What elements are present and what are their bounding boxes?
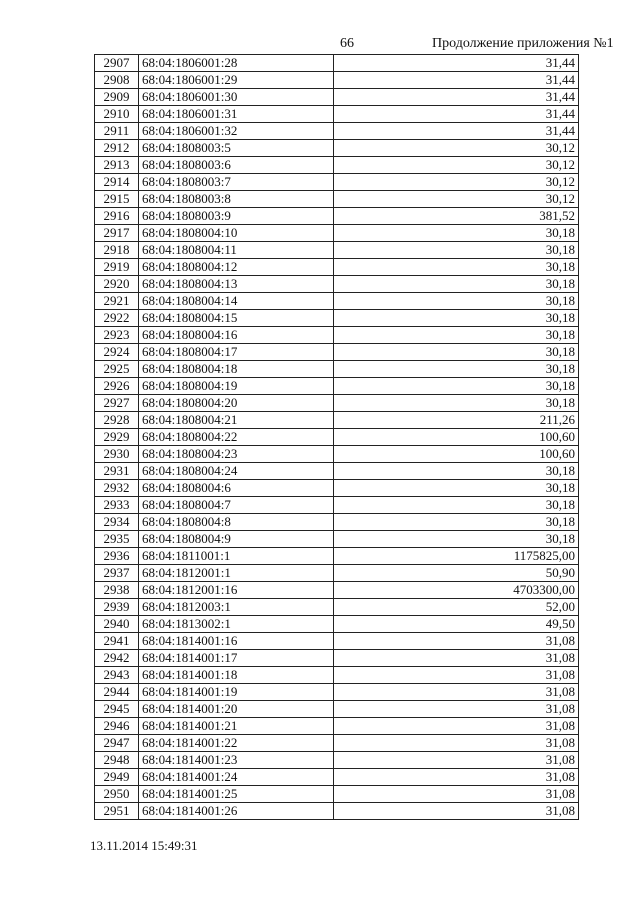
table-row [95,208,579,225]
row-number-cell: 2910 [95,106,139,123]
table-row [95,344,579,361]
value-cell: 52,00 [334,599,579,616]
cadastral-number-cell: 68:04:1808004:23 [139,446,334,463]
table-row [95,242,579,259]
row-number-cell: 2915 [95,191,139,208]
cadastral-number-cell: 68:04:1812001:16 [139,582,334,599]
row-number-cell: 2949 [95,769,139,786]
value-cell: 31,08 [334,684,579,701]
cadastral-number-cell: 68:04:1814001:16 [139,633,334,650]
cadastral-number-cell: 68:04:1806001:30 [139,89,334,106]
appendix-title: Продолжение приложения №1 [432,36,614,51]
value-cell: 31,08 [334,769,579,786]
value-cell: 30,12 [334,174,579,191]
row-number-cell: 2913 [95,157,139,174]
row-number-cell: 2911 [95,123,139,140]
row-number-cell: 2912 [95,140,139,157]
table-row [95,650,579,667]
print-datetime: 13.11.2014 15:49:31 [90,838,198,853]
cadastral-number-cell: 68:04:1808004:14 [139,293,334,310]
cadastral-number-cell: 68:04:1808004:19 [139,378,334,395]
cadastral-number-cell: 68:04:1808004:9 [139,531,334,548]
value-cell: 30,18 [334,497,579,514]
value-cell: 30,18 [334,463,579,480]
cadastral-number-cell: 68:04:1814001:26 [139,803,334,820]
cadastral-number-cell: 68:04:1814001:18 [139,667,334,684]
table-row [95,123,579,140]
value-cell: 31,08 [334,718,579,735]
cadastral-number-cell: 68:04:1808004:21 [139,412,334,429]
table-row [95,378,579,395]
cadastral-number-cell: 68:04:1806001:31 [139,106,334,123]
table-row [95,140,579,157]
table-row [95,582,579,599]
value-cell: 31,08 [334,752,579,769]
value-cell: 30,18 [334,327,579,344]
table-row [95,684,579,701]
value-cell: 31,08 [334,786,579,803]
row-number-cell: 2938 [95,582,139,599]
cadastral-number-cell: 68:04:1808004:13 [139,276,334,293]
value-cell: 49,50 [334,616,579,633]
row-number-cell: 2934 [95,514,139,531]
table-row [95,769,579,786]
row-number-cell: 2927 [95,395,139,412]
cadastral-number-cell: 68:04:1812001:1 [139,565,334,582]
table-row [95,701,579,718]
table-row [95,463,579,480]
row-number-cell: 2941 [95,633,139,650]
cadastral-number-cell: 68:04:1806001:29 [139,72,334,89]
value-cell: 381,52 [334,208,579,225]
table-row [95,446,579,463]
cadastral-number-cell: 68:04:1808004:15 [139,310,334,327]
cadastral-number-cell: 68:04:1808004:10 [139,225,334,242]
value-cell: 31,44 [334,89,579,106]
row-number-cell: 2937 [95,565,139,582]
cadastral-number-cell: 68:04:1808003:8 [139,191,334,208]
row-number-cell: 2945 [95,701,139,718]
row-number-cell: 2921 [95,293,139,310]
page-number: 66 [340,36,354,51]
row-number-cell: 2946 [95,718,139,735]
cadastral-number-cell: 68:04:1808004:24 [139,463,334,480]
row-number-cell: 2922 [95,310,139,327]
table-row [95,803,579,820]
value-cell: 30,18 [334,310,579,327]
table-row [95,395,579,412]
table-row [95,157,579,174]
table-row [95,72,579,89]
cadastral-number-cell: 68:04:1814001:21 [139,718,334,735]
value-cell: 100,60 [334,446,579,463]
row-number-cell: 2951 [95,803,139,820]
row-number-cell: 2933 [95,497,139,514]
value-cell: 30,18 [334,361,579,378]
value-cell: 31,44 [334,123,579,140]
table-row [95,327,579,344]
value-cell: 4703300,00 [334,582,579,599]
value-cell: 30,18 [334,395,579,412]
value-cell: 30,18 [334,259,579,276]
cadastral-number-cell: 68:04:1814001:20 [139,701,334,718]
value-cell: 31,08 [334,667,579,684]
value-cell: 211,26 [334,412,579,429]
value-cell: 100,60 [334,429,579,446]
value-cell: 31,08 [334,650,579,667]
row-number-cell: 2924 [95,344,139,361]
cadastral-number-cell: 68:04:1808004:20 [139,395,334,412]
row-number-cell: 2918 [95,242,139,259]
cadastral-number-cell: 68:04:1808004:17 [139,344,334,361]
value-cell: 30,12 [334,140,579,157]
table-row [95,293,579,310]
row-number-cell: 2940 [95,616,139,633]
cadastral-number-cell: 68:04:1814001:24 [139,769,334,786]
table-row [95,718,579,735]
cadastral-number-cell: 68:04:1808004:18 [139,361,334,378]
table-row [95,310,579,327]
table-body [95,55,579,820]
row-number-cell: 2916 [95,208,139,225]
row-number-cell: 2925 [95,361,139,378]
value-cell: 31,08 [334,803,579,820]
cadastral-number-cell: 68:04:1808003:5 [139,140,334,157]
table-row [95,633,579,650]
row-number-cell: 2926 [95,378,139,395]
table-row [95,259,579,276]
cadastral-number-cell: 68:04:1808003:7 [139,174,334,191]
table-row [95,55,579,72]
value-cell: 31,44 [334,72,579,89]
table-row [95,786,579,803]
row-number-cell: 2939 [95,599,139,616]
row-number-cell: 2920 [95,276,139,293]
row-number-cell: 2923 [95,327,139,344]
row-number-cell: 2930 [95,446,139,463]
table-row [95,752,579,769]
value-cell: 30,18 [334,344,579,361]
table-row [95,276,579,293]
table-row [95,480,579,497]
table-row [95,735,579,752]
row-number-cell: 2942 [95,650,139,667]
cadastral-number-cell: 68:04:1808004:22 [139,429,334,446]
cadastral-number-cell: 68:04:1814001:22 [139,735,334,752]
row-number-cell: 2919 [95,259,139,276]
row-number-cell: 2931 [95,463,139,480]
row-number-cell: 2917 [95,225,139,242]
cadastral-number-cell: 68:04:1814001:19 [139,684,334,701]
table-row [95,174,579,191]
value-cell: 50,90 [334,565,579,582]
row-number-cell: 2943 [95,667,139,684]
table-row [95,89,579,106]
table-row [95,548,579,565]
row-number-cell: 2907 [95,55,139,72]
table-row [95,412,579,429]
row-number-cell: 2929 [95,429,139,446]
cadastral-number-cell: 68:04:1814001:17 [139,650,334,667]
table-row [95,616,579,633]
table-row [95,191,579,208]
value-cell: 31,08 [334,701,579,718]
table-row [95,514,579,531]
value-cell: 30,18 [334,480,579,497]
cadastral-number-cell: 68:04:1806001:32 [139,123,334,140]
cadastral-number-cell: 68:04:1811001:1 [139,548,334,565]
cadastral-value-table [94,54,579,820]
cadastral-number-cell: 68:04:1808003:6 [139,157,334,174]
row-number-cell: 2909 [95,89,139,106]
row-number-cell: 2947 [95,735,139,752]
value-cell: 31,44 [334,106,579,123]
row-number-cell: 2914 [95,174,139,191]
value-cell: 31,08 [334,633,579,650]
row-number-cell: 2936 [95,548,139,565]
cadastral-number-cell: 68:04:1808004:8 [139,514,334,531]
cadastral-number-cell: 68:04:1808004:16 [139,327,334,344]
row-number-cell: 2935 [95,531,139,548]
row-number-cell: 2928 [95,412,139,429]
value-cell: 30,12 [334,157,579,174]
cadastral-number-cell: 68:04:1814001:25 [139,786,334,803]
cadastral-number-cell: 68:04:1814001:23 [139,752,334,769]
value-cell: 30,18 [334,225,579,242]
cadastral-number-cell: 68:04:1813002:1 [139,616,334,633]
table-row [95,361,579,378]
cadastral-number-cell: 68:04:1806001:28 [139,55,334,72]
value-cell: 30,18 [334,531,579,548]
table-row [95,497,579,514]
cadastral-number-cell: 68:04:1812003:1 [139,599,334,616]
row-number-cell: 2950 [95,786,139,803]
table-row [95,531,579,548]
value-cell: 30,18 [334,242,579,259]
cadastral-number-cell: 68:04:1808004:11 [139,242,334,259]
row-number-cell: 2948 [95,752,139,769]
row-number-cell: 2908 [95,72,139,89]
table-row [95,429,579,446]
table-row [95,565,579,582]
cadastral-number-cell: 68:04:1808003:9 [139,208,334,225]
table-row [95,667,579,684]
value-cell: 30,18 [334,378,579,395]
value-cell: 30,12 [334,191,579,208]
value-cell: 30,18 [334,293,579,310]
cadastral-number-cell: 68:04:1808004:7 [139,497,334,514]
value-cell: 31,44 [334,55,579,72]
cadastral-number-cell: 68:04:1808004:6 [139,480,334,497]
value-cell: 30,18 [334,514,579,531]
row-number-cell: 2944 [95,684,139,701]
cadastral-number-cell: 68:04:1808004:12 [139,259,334,276]
value-cell: 30,18 [334,276,579,293]
table-row [95,599,579,616]
table-row [95,225,579,242]
value-cell: 31,08 [334,735,579,752]
value-cell: 1175825,00 [334,548,579,565]
row-number-cell: 2932 [95,480,139,497]
table-row [95,106,579,123]
